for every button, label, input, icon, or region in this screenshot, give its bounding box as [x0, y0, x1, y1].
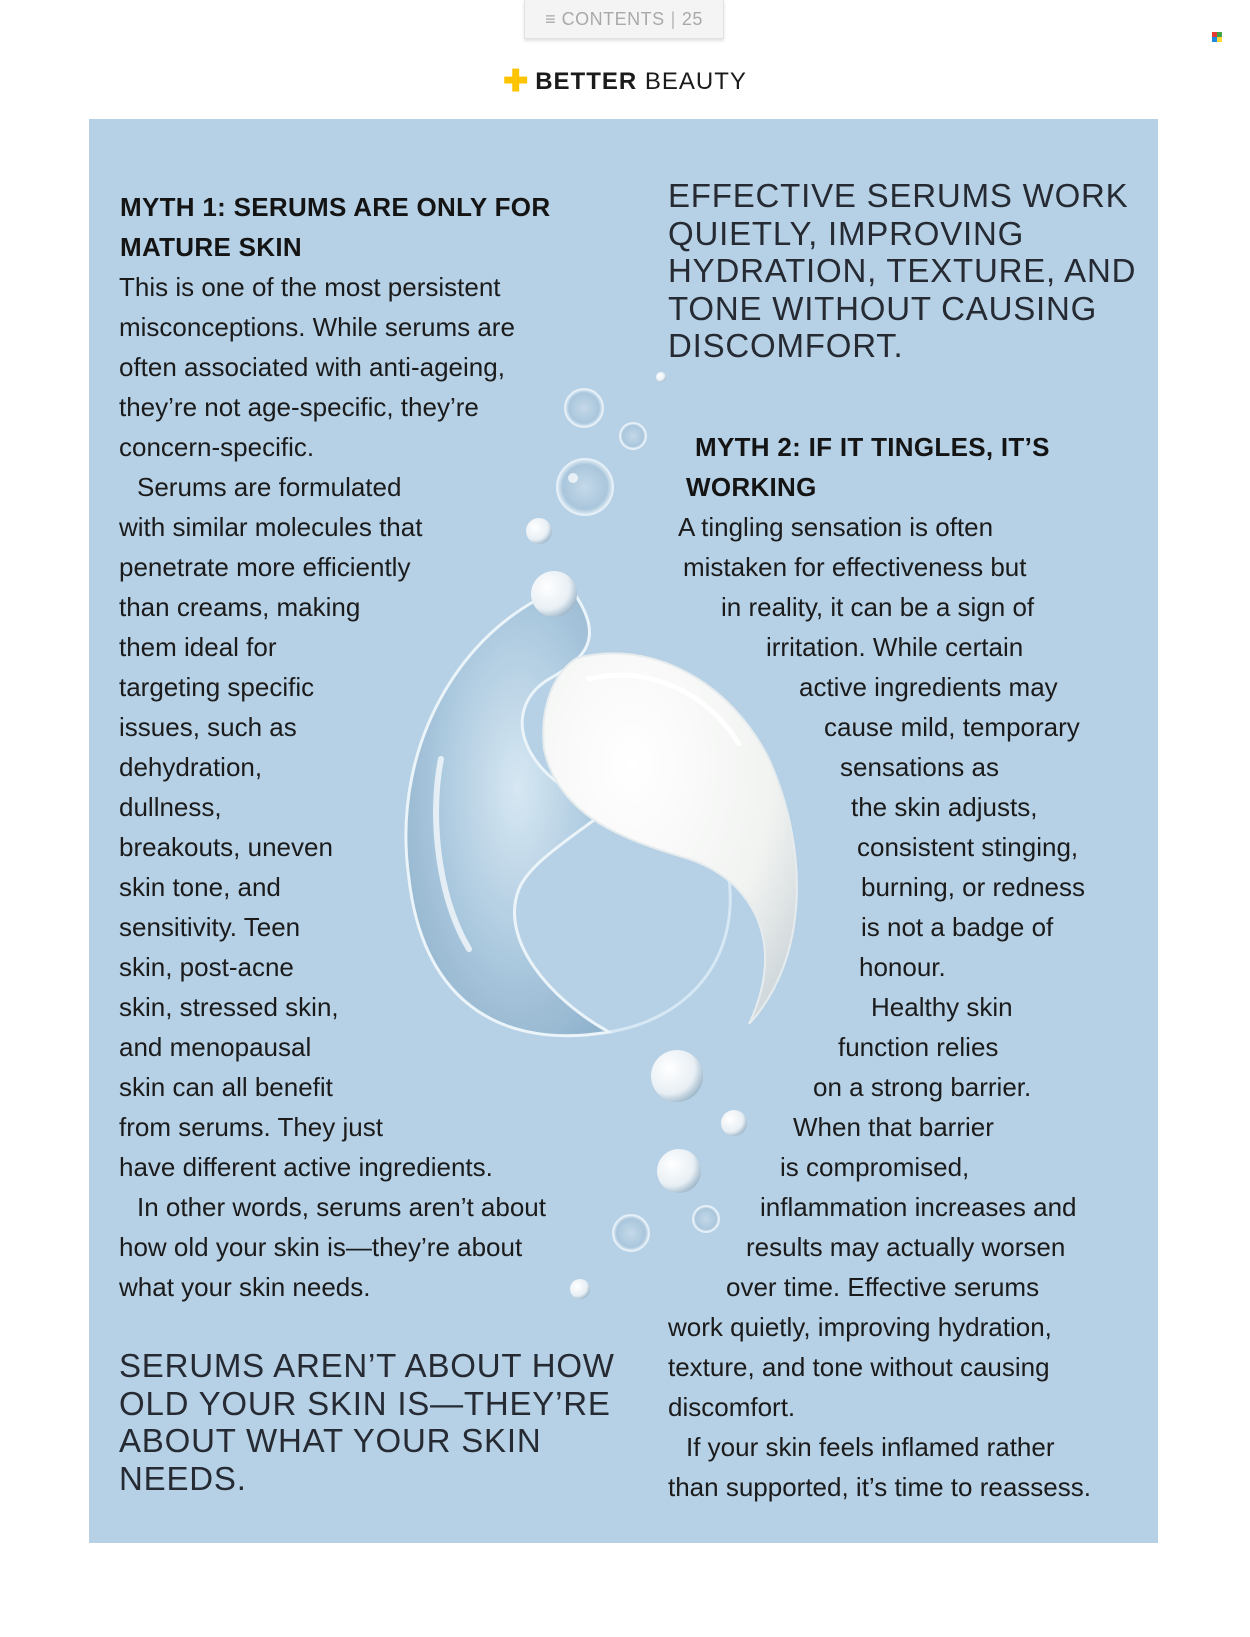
myth2-line: on a strong barrier.	[813, 1072, 1032, 1102]
myth2-line: inflammation increases and	[760, 1192, 1077, 1222]
myth2-line: in reality, it can be a sign of	[721, 592, 1035, 622]
myth1-line: Serums are formulated	[137, 472, 402, 502]
section-header	[0, 64, 1250, 99]
myth1-line: from serums. They just	[119, 1112, 383, 1142]
myth2-line: consistent stinging,	[857, 832, 1079, 862]
myth2-line: than supported, it’s time to reassess.	[668, 1472, 1091, 1502]
pull-quote-line: TONE WITHOUT CAUSING	[668, 289, 1098, 327]
myth2-line: function relies	[838, 1032, 999, 1062]
myth2-line: is compromised,	[780, 1152, 970, 1182]
contents-link[interactable]: ≡ CONTENTS	[545, 8, 665, 29]
myth1-line: breakouts, uneven	[119, 832, 333, 862]
myth2-heading-line: MYTH 2: IF IT TINGLES, IT’S	[695, 432, 1050, 462]
myth1-line: sensitivity. Teen	[119, 912, 301, 942]
pull-quote-line: OLD YOUR SKIN IS—THEY’RE	[119, 1384, 611, 1422]
pull-quote-line: ABOUT WHAT YOUR SKIN	[119, 1422, 542, 1459]
myth1-line: penetrate more efficiently	[119, 552, 411, 582]
myth1-line: they’re not age-specific, they’re	[119, 392, 479, 422]
myth2-line: is not a badge of	[861, 912, 1054, 942]
pull-quote-line: DISCOMFORT.	[668, 327, 904, 364]
section-title-bold: BETTER	[535, 68, 638, 95]
myth1-line: and menopausal	[119, 1032, 312, 1062]
nav-separator: |	[670, 8, 676, 29]
myth1-line: often associated with anti-ageing,	[119, 352, 505, 382]
myth1-line: In other words, serums aren’t about	[137, 1192, 546, 1222]
myth2-line: honour.	[859, 952, 946, 982]
myth2-line: irritation. While certain	[766, 632, 1024, 662]
pull-quote-right	[668, 177, 1136, 365]
pull-quote-line: HYDRATION, TEXTURE, AND	[668, 252, 1137, 289]
plus-icon: ✚	[503, 65, 530, 98]
contents-nav-tab[interactable]	[524, 0, 724, 39]
myth2-line: mistaken for effectiveness but	[683, 552, 1027, 582]
page-number: 25	[681, 8, 703, 29]
myth1-line: dullness,	[119, 792, 222, 822]
myth1-line: concern-specific.	[119, 432, 315, 462]
myth2-line: texture, and tone without causing	[668, 1352, 1050, 1382]
pull-quote-line: SERUMS AREN’T ABOUT HOW	[119, 1347, 615, 1384]
myth1-line: what your skin needs.	[119, 1272, 371, 1302]
pull-quote-line: QUIETLY, IMPROVING	[668, 214, 1025, 252]
article-panel	[89, 119, 1158, 1543]
myth2-line: the skin adjusts,	[851, 792, 1038, 822]
myth1-line: dehydration,	[119, 752, 263, 782]
myth1-line: have different active ingredients.	[119, 1152, 493, 1182]
myth2-line: over time. Effective serums	[726, 1272, 1040, 1302]
myth1-line: misconceptions. While serums are	[119, 312, 515, 342]
myth1-line: skin can all benefit	[119, 1072, 333, 1102]
myth2-line: burning, or redness	[861, 872, 1086, 902]
myth1-heading-line: MYTH 1: SERUMS ARE ONLY FOR	[120, 192, 551, 222]
myth2-line: work quietly, improving hydration,	[668, 1312, 1052, 1342]
myth1-line: with similar molecules that	[119, 512, 423, 542]
pull-quote-left	[119, 1347, 615, 1497]
myth2-line: results may actually worsen	[746, 1232, 1066, 1262]
myth2-line: If your skin feels inflamed rather	[686, 1432, 1055, 1462]
myth1-line: This is one of the most persistent	[119, 272, 501, 302]
color-mark-icon	[1212, 32, 1222, 42]
myth2-line: cause mild, temporary	[824, 712, 1080, 742]
myth2-line: A tingling sensation is often	[678, 512, 994, 542]
myth2-line: When that barrier	[793, 1112, 994, 1142]
myth1-line: how old your skin is—they’re about	[119, 1232, 523, 1262]
myth1-line: than creams, making	[119, 592, 361, 622]
myth1-line: skin, post-acne	[119, 952, 294, 982]
myth2-line: Healthy skin	[871, 992, 1013, 1022]
myth1-line: skin, stressed skin,	[119, 992, 339, 1022]
pull-quote-line: EFFECTIVE SERUMS WORK	[668, 177, 1129, 214]
myth2-line: active ingredients may	[799, 672, 1058, 702]
myth2-line: sensations as	[840, 752, 999, 782]
myth1-line: skin tone, and	[119, 872, 281, 902]
pull-quote-line: NEEDS.	[119, 1459, 247, 1497]
section-title-light: BEAUTY	[644, 68, 747, 95]
myth1-heading-line: MATURE SKIN	[120, 232, 302, 262]
myth2-line: discomfort.	[668, 1392, 796, 1422]
myth1-line: targeting specific	[119, 672, 315, 702]
myth2-heading-line: WORKING	[686, 472, 817, 502]
myth1-heading	[120, 187, 550, 267]
myth1-line: issues, such as	[119, 712, 297, 742]
myth1-line: them ideal for	[119, 632, 277, 662]
